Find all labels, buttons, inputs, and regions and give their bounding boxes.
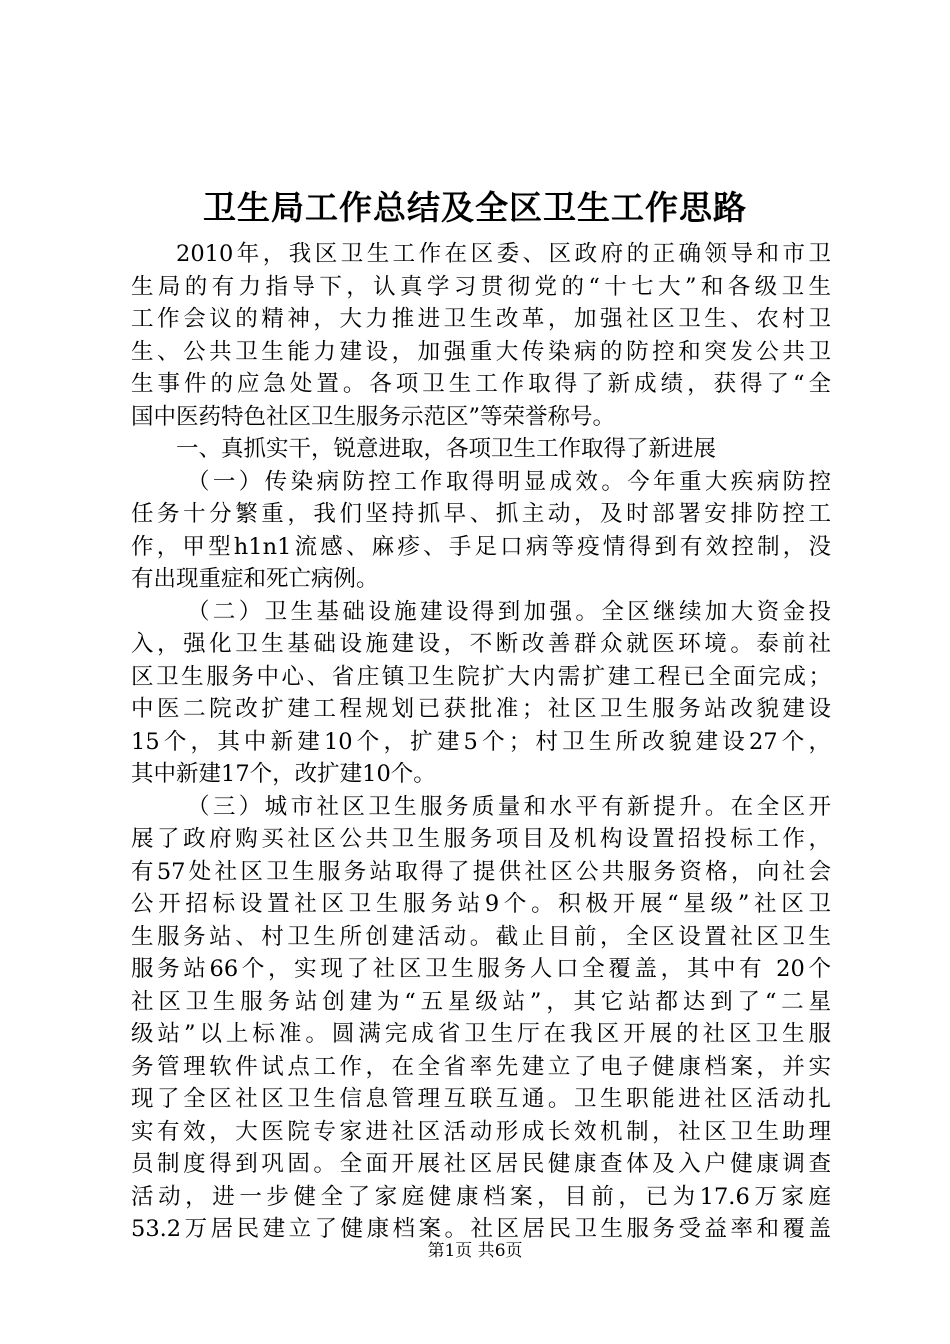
text-line: 入，强化卫生基础设施建设，不断改善群众就医环境。泰前社 [131, 631, 831, 657]
text-line: 生、公共卫生能力建设，加强重大传染病的防控和突发公共卫 [131, 338, 831, 365]
text-line: 社区卫生服务站创建为“五星级站”，其它站都达到了“二星 [131, 988, 831, 1015]
text-line: 工作会议的精神，大力推进卫生改革，加强社区卫生、农村卫 [131, 306, 831, 332]
text-line: 15个，其中新建10个，扩建5个；村卫生所改貌建设27个， [131, 728, 831, 755]
text-line: 53.2万居民建立了健康档案。社区居民卫生服务受益率和覆盖 [131, 1216, 831, 1242]
text-line: 国中医药特色社区卫生服务示范区”等荣誉称号。 [131, 403, 616, 430]
text-line: 公开招标设置社区卫生服务站9个。积极开展“星级”社区卫 [131, 891, 831, 917]
text-line: 展了政府购买社区公共卫生服务项目及机构设置招投标工作， [131, 826, 831, 852]
text-line: 其中新建17个，改扩建10个。 [131, 761, 436, 787]
text-line: 2010年，我区卫生工作在区委、区政府的正确领导和市卫 [176, 241, 831, 267]
text-line: 级站”以上标准。圆满完成省卫生厅在我区开展的社区卫生服 [131, 1021, 831, 1047]
text-line: 员制度得到巩固。全面开展社区居民健康查体及入户健康调查 [131, 1151, 831, 1177]
text-line: （二）卫生基础设施建设得到加强。全区继续加大资金投 [187, 598, 831, 625]
page-number: 第1页 共6页 [427, 1241, 523, 1261]
text-line: （三）城市社区卫生服务质量和水平有新提升。在全区开 [187, 793, 831, 820]
text-line: 区卫生服务中心、省庄镇卫生院扩大内需扩建工程已全面完成； [131, 663, 831, 690]
text-line: （一）传染病防控工作取得明显成效。今年重大疾病防控 [187, 468, 831, 495]
text-line: 现了全区社区卫生信息管理互联互通。卫生职能进社区活动扎 [131, 1086, 831, 1112]
text-line: 中医二院改扩建工程规划已获批准；社区卫生服务站改貌建设 [131, 696, 831, 722]
text-line: 务管理软件试点工作，在全省率先建立了电子健康档案，并实 [131, 1053, 831, 1080]
text-line: 有出现重症和死亡病例。 [131, 566, 379, 592]
document-title: 卫生局工作总结及全区卫生工作思路 [203, 188, 747, 227]
section-heading: 一、真抓实干，锐意进取，各项卫生工作取得了新进展 [176, 436, 717, 462]
text-line: 服务站66个，实现了社区卫生服务人口全覆盖，其中有 20个 [131, 956, 831, 982]
text-line: 有57处社区卫生服务站取得了提供社区公共服务资格，向社会 [131, 858, 831, 885]
text-line: 生局的有力指导下，认真学习贯彻党的“十七大”和各级卫生 [131, 273, 831, 300]
text-line: 任务十分繁重，我们坚持抓早、抓主动，及时部署安排防控工 [131, 501, 831, 527]
text-line: 生服务站、村卫生所创建活动。截止目前，全区设置社区卫生 [131, 923, 831, 950]
text-line: 生事件的应急处置。各项卫生工作取得了新成绩，获得了“全 [131, 371, 831, 397]
text-line: 作，甲型h1n1流感、麻疹、手足口病等疫情得到有效控制，没 [131, 533, 831, 560]
text-line: 实有效，大医院专家进社区活动形成长效机制，社区卫生助理 [131, 1118, 831, 1145]
document-body [131, 238, 831, 1246]
text-line: 活动，进一步健全了家庭健康档案，目前，已为17.6万家庭 [131, 1183, 831, 1210]
